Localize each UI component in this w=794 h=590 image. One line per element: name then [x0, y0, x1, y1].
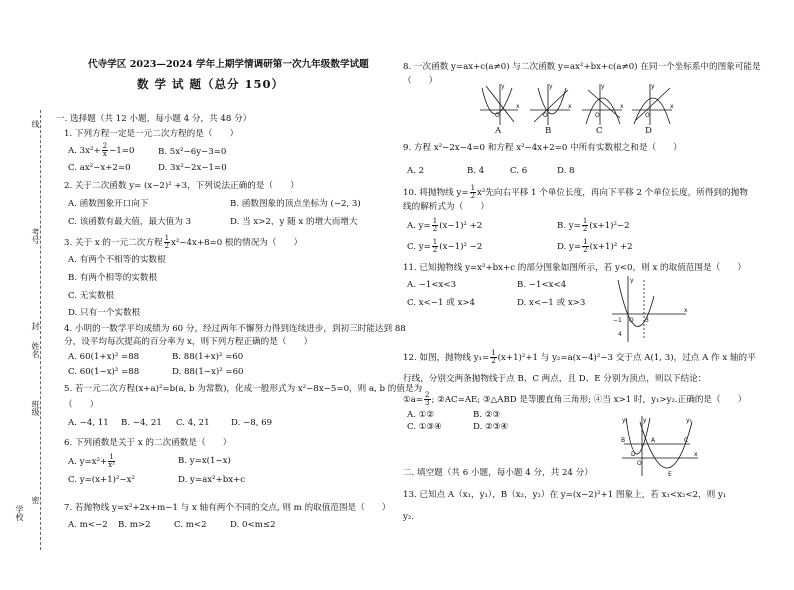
section1-heading: 一. 选择题（共 12 小题，每小题 4 分，共 48 分） — [56, 114, 252, 124]
q12-stem-line2: 行线，分别交两条抛物线于点 B、C 两点，且 D、E 分别为顶点，则以下结论： — [403, 374, 707, 384]
q13-line1: 13. 已知点 A（x₁，y₁），B（x₂，y₂）在 y=(x−2)²+1 图象上，若 x₁<x₂<2，则 y₁ — [403, 490, 727, 500]
q11-origin: O — [629, 317, 634, 324]
q6-option-b: B. y=x(1−x) — [178, 456, 231, 466]
q11-option-a: A. −1<x<3 — [407, 280, 457, 290]
q12-origin: O — [637, 460, 642, 467]
q6-option-a: A. y=x²+ $\frac{1}{\text{x²}}$ — [68, 453, 115, 469]
q9-option-a: A. 2 — [407, 166, 425, 176]
q3-option-c: C. 无实数根 — [68, 291, 115, 301]
q11-option-b: B. −1<x<4 — [517, 280, 567, 290]
q8-stem-line2: （ ） — [403, 76, 438, 86]
q1-option-c: C. ax²−x+2=0 — [68, 163, 131, 173]
margin-label-school: 学校 — [15, 505, 24, 521]
q7-option-d: D. 0<m≤2 — [230, 520, 276, 530]
margin-label-secret: 密 — [31, 496, 40, 504]
q7-option-b: B. m>2 — [118, 520, 151, 530]
q8-label-b: B — [545, 126, 552, 136]
q11-tick-3: 3 — [645, 317, 649, 324]
q11-axis-x: x — [684, 307, 688, 314]
q12-point-b: B — [621, 437, 626, 444]
margin-label-line: 线 — [31, 120, 40, 128]
q8-axis-y-b: y — [549, 83, 553, 90]
margin-label-class: 班级 — [31, 400, 40, 416]
q12-point-e: E — [668, 471, 672, 478]
q11-option-d: D. x<−1 或 x>3 — [517, 298, 586, 308]
q13-line2: y₂. — [403, 512, 415, 522]
section2-heading: 二. 填空题（共 6 小题，每小题 4 分，共 24 分） — [403, 468, 593, 478]
q5-stem-line1: 5. 若一元二次方程(x+a)²=b(a, b 为常数)，化成一般形式为 x²−8x−5=0，则 a, b 的值是为 — [64, 384, 423, 394]
q10-option-b: B. y= $\frac{1}{2}$ (x+1)²−2 — [557, 217, 630, 233]
q3-option-b: B. 有两个相等的实数根 — [68, 273, 158, 283]
q8-axis-x-a: x — [516, 103, 520, 110]
q12-option-d: D. ②③④ — [473, 422, 509, 432]
q10-option-d: D. y= $\frac{1}{2}$ (x+1)² +2 — [557, 238, 633, 254]
q8-origin-c: O — [595, 112, 600, 119]
q8-axis-x-c: x — [620, 103, 624, 110]
q7-option-a: A. m<−2 — [68, 520, 108, 530]
q10-stem-line2: 线的解析式为（ ） — [403, 202, 489, 212]
q5-option-a: A. −4, 11 — [68, 418, 109, 428]
q12-option-a: A. ①② — [407, 410, 435, 420]
q12-axis-x: x — [694, 451, 698, 458]
q1-option-d: D. 3x²−2x−1=0 — [158, 163, 227, 173]
q8-axis-y-d: y — [651, 83, 655, 90]
q3-option-a: A. 有两个不相等的实数根 — [68, 255, 166, 265]
q5-option-d: D. −8, 69 — [231, 418, 273, 428]
q2-option-b: B. 函数图象的顶点坐标为 (−2, 3) — [230, 199, 361, 209]
q9-option-d: D. 8 — [557, 166, 575, 176]
q12-curve-y2: y₂ — [686, 417, 692, 424]
q6-option-d: D. y=ax²+bx+c — [178, 475, 246, 485]
q4-stem-line1: 4. 小明的一数学平均成绩为 60 分，经过两年不懈努力得到连续进步，到初三时能达到 88 — [64, 324, 406, 334]
q8-stem-line1: 8. 一次函数 y=ax+c(a≠0) 与二次函数 y=ax²+bx+c(a≠0) 在同一个坐标系中的图象可能是 — [403, 62, 761, 72]
q8-axis-x-b: x — [568, 103, 572, 110]
q11-stem: 11. 已知抛物线 y=x²+bx+c 的部分图象如图所示，若 y<0，则 x 的取值范围是（ ） — [403, 263, 746, 273]
q8-origin-b: O — [543, 112, 548, 119]
q8-axis-x-d: x — [670, 103, 674, 110]
q11-tick-neg1: −1 — [613, 317, 622, 324]
q10-option-c: C. y= $\frac{1}{2}$ (x−1)² −2 — [407, 238, 483, 254]
margin-label-name: 姓名 — [31, 342, 40, 358]
q12-option-c: C. ①③④ — [407, 422, 442, 432]
q2-option-d: D. 当 x>2，y 随 x 的增大而增大 — [230, 217, 358, 227]
school-title: 代寺学区 2023—2024 学年上期学情调研第一次九年级数学试题 — [88, 59, 369, 70]
q5-option-c: C. 4, 21 — [176, 418, 210, 428]
q9-option-c: C. 6 — [510, 166, 528, 176]
q11-option-c: C. x<−1 或 x>4 — [407, 298, 476, 308]
margin-label-exam-number: 考号 — [31, 228, 40, 244]
q12-axis-y: y — [643, 417, 647, 424]
q12-option-b: B. ②③ — [473, 410, 501, 420]
q11-axis-y: y — [630, 277, 634, 284]
q11-tick-4: 4 — [618, 331, 622, 338]
q12-curve-y1: y₁ — [622, 417, 628, 424]
q5-stem-line2: （ ） — [64, 400, 99, 410]
q8-label-c: C — [596, 126, 603, 136]
q2-stem: 2. 关于二次函数 y= (x−2)² +3，下列说法正确的是（ ） — [64, 181, 299, 191]
q4-option-c: C. 60(1−x)² =88 — [68, 367, 140, 377]
q4-option-a: A. 60(1+x)² =88 — [68, 352, 140, 362]
exam-title: 数 学 试 题（总分 150） — [137, 77, 285, 91]
q10-option-a: A. y= $\frac{1}{2}$ (x−1)² +2 — [407, 217, 483, 233]
q8-axis-y-a: y — [501, 83, 505, 90]
q1-stem: 1. 下列方程一定是一元二次方程的是（ ） — [64, 129, 239, 139]
q2-option-c: C. 该函数有最大值，最大值为 3 — [68, 217, 192, 227]
q12-stem-line1: 12. 如图，抛物线 y₁= $\frac{1}{2}$ (x+1)²+1 与 y₂=a(x−4)²−3 交于点 A(1, 3)，过点 A 作 x 轴的平 — [403, 349, 756, 365]
q5-option-b: B. −4, 21 — [121, 418, 162, 428]
q4-stem-line2: 分，设平均每次提高的百分率为 x，则下列方程正确的是（ ） — [64, 337, 313, 347]
binding-line — [40, 110, 41, 550]
q7-option-c: C. m<2 — [174, 520, 207, 530]
q3-stem: 3. 关于 x 的一元二次方程 $\frac{1}{2}$ x²−4x+8=0 根的情况为（ ） — [64, 234, 303, 250]
q4-option-b: B. 88(1+x)² =60 — [172, 352, 244, 362]
q12-point-c: C — [684, 437, 689, 444]
q3-option-d: D. 只有一个实数根 — [68, 308, 141, 318]
q10-stem-line1: 10. 将抛物线 y= $\frac{1}{2}$ x²先向右平移 1 个单位长度，再向下平移 2 个单位长度，所得到的抛物 — [403, 184, 748, 200]
q1-option-b: B. 5x²−6y−3=0 — [158, 147, 227, 157]
q8-origin-a: O — [495, 112, 500, 119]
q1-option-a: A. 3x²+ $\frac{2}{x}$ −1=0 — [68, 142, 135, 158]
q11-graph — [610, 274, 690, 344]
q7-stem: 7. 若抛物线 y=x²+2x+m−1 与 x 轴有两个不同的交点, 则 m 的取值范围是（ ） — [64, 503, 391, 513]
q4-option-d: D. 88(1−x)² =60 — [172, 367, 244, 377]
q2-option-a: A. 函数图象开口向下 — [68, 199, 149, 209]
q12-point-d: D — [631, 451, 636, 458]
margin-label-seal: 封 — [31, 322, 40, 330]
q6-stem: 6. 下列函数是关于 x 的二次函数是（ ） — [64, 438, 232, 448]
q12-stem-line3: ①a= $\frac{2}{3}$ ; ②AC=AE; ③△ABD 是等腰直角三角形; ④当 x>1 时，y₁>y₂.正确的是（ ） — [403, 391, 747, 407]
q8-label-a: A — [495, 126, 502, 136]
q6-option-c: C. y=(x+1)²−x² — [68, 475, 135, 485]
q8-label-d: D — [645, 126, 652, 136]
q8-axis-y-c: y — [601, 83, 605, 90]
q8-origin-d: O — [645, 112, 650, 119]
q12-graph — [620, 414, 700, 478]
q9-option-b: B. 4 — [467, 166, 485, 176]
q9-stem: 9. 方程 x²−2x−4=0 和方程 x²−4x+2=0 中所有实数根之和是（ ） — [403, 143, 682, 153]
q12-point-a: A — [651, 437, 656, 444]
